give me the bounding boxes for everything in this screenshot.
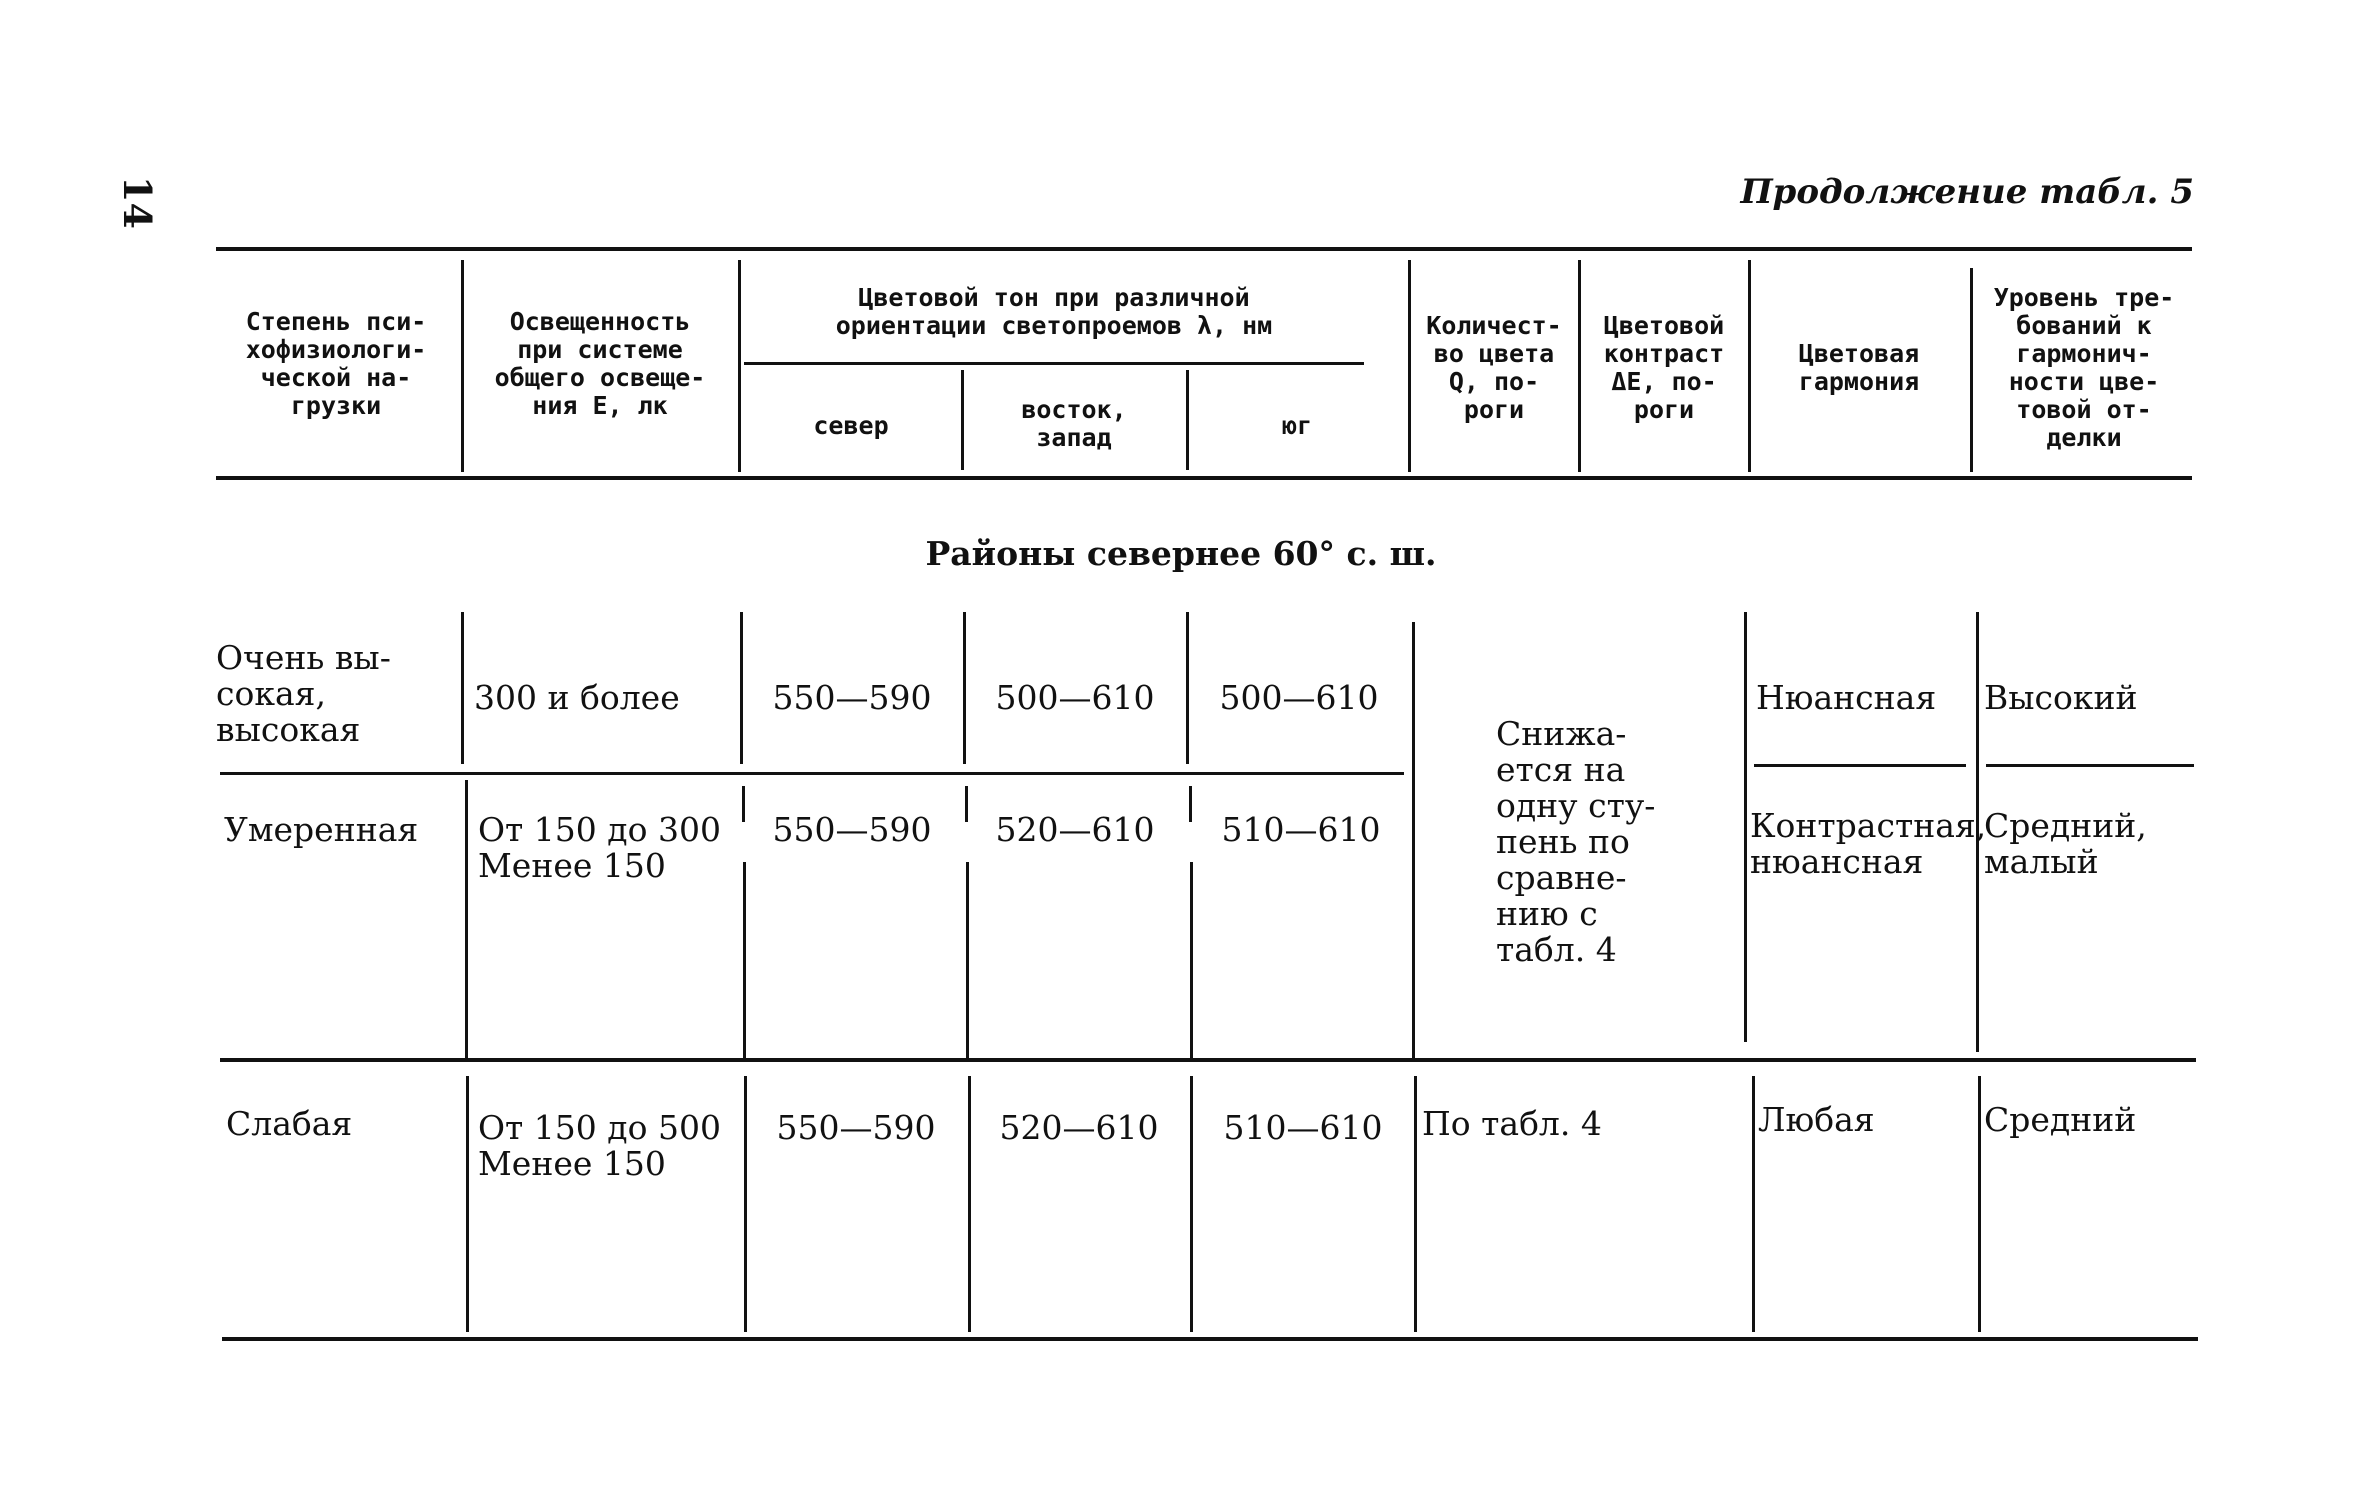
header-color-tone-group: Цветовой тон при различной ориентации светопроемов λ, нм bbox=[835, 283, 1273, 340]
header-divider-2 bbox=[738, 260, 741, 472]
row3-divider-5 bbox=[1414, 1076, 1417, 1332]
row3-level: Средний bbox=[1984, 1100, 2137, 1139]
header-illuminance: Освещенность при системе общего освеще- ния E, лк bbox=[494, 307, 706, 420]
row3-harmony: Любая bbox=[1758, 1100, 1875, 1139]
row2-north: 550—590 bbox=[772, 810, 932, 849]
row2-illuminance: От 150 до 300 Менее 150 bbox=[478, 810, 721, 885]
row1-north: 550—590 bbox=[772, 678, 932, 717]
row2-east-west: 520—610 bbox=[995, 810, 1155, 849]
body-divider-2c bbox=[743, 862, 746, 1062]
table-top-rule bbox=[216, 247, 2192, 251]
row3-divider-4 bbox=[1190, 1076, 1193, 1332]
row3-load: Слабая bbox=[226, 1104, 353, 1143]
header-south: юг bbox=[1281, 411, 1313, 440]
row3-q-de: По табл. 4 bbox=[1422, 1104, 1602, 1143]
row3-divider-7 bbox=[1978, 1076, 1981, 1332]
row1-harmony: Нюансная bbox=[1756, 678, 1937, 717]
header-divider-3 bbox=[961, 370, 964, 470]
row2-bottom-rule bbox=[220, 1058, 2196, 1062]
row2-harmony: Контрастная, нюансная bbox=[1750, 806, 1987, 881]
header-divider-5 bbox=[1408, 260, 1411, 472]
row1-level-rule bbox=[1986, 764, 2194, 767]
body-divider-1b bbox=[465, 780, 468, 1062]
header-divider-7 bbox=[1748, 260, 1751, 472]
header-east-west: восток, запад bbox=[1021, 395, 1127, 452]
row1-level: Высокий bbox=[1984, 678, 2138, 717]
row1-bottom-rule bbox=[220, 772, 1404, 775]
body-divider-3c bbox=[966, 862, 969, 1062]
row3-south: 510—610 bbox=[1223, 1108, 1383, 1147]
body-divider-4 bbox=[1186, 612, 1189, 764]
page-number: 14 bbox=[115, 176, 160, 229]
header-color-harmony: Цветовая гармония bbox=[1798, 339, 1920, 396]
merged-q-de-note: Снижа- ется на одну сту- пень по сравне- нию с табл. 4 bbox=[1496, 714, 1656, 969]
header-divider-8 bbox=[1970, 268, 1973, 472]
header-color-contrast: Цветовой контраст ΔE, по- роги bbox=[1603, 311, 1725, 424]
header-divider-4 bbox=[1186, 370, 1189, 470]
row3-north: 550—590 bbox=[776, 1108, 936, 1147]
body-divider-2 bbox=[740, 612, 743, 764]
body-divider-1 bbox=[461, 612, 464, 764]
row1-east-west: 500—610 bbox=[995, 678, 1155, 717]
header-psychophysiological-load: Степень пси- хофизиологи- ческой на- грузки bbox=[245, 307, 427, 420]
header-north: север bbox=[813, 411, 889, 440]
row1-load: Очень вы- сокая, высокая bbox=[216, 638, 391, 749]
header-divider-6 bbox=[1578, 260, 1581, 472]
row2-south: 510—610 bbox=[1221, 810, 1381, 849]
row1-illuminance: 300 и более bbox=[474, 678, 680, 717]
header-harmony-requirements: Уровень тре- бований к гармонич- ности цве- товой от- делки bbox=[1993, 283, 2175, 452]
table-caption: Продолжение табл. 5 bbox=[1740, 172, 2194, 212]
row1-harmony-rule bbox=[1754, 764, 1966, 767]
row3-east-west: 520—610 bbox=[999, 1108, 1159, 1147]
table-bottom-rule bbox=[222, 1337, 2198, 1341]
group-header-rule bbox=[744, 362, 1364, 365]
header-divider-1 bbox=[461, 260, 464, 472]
body-divider-5 bbox=[1412, 622, 1415, 1062]
row3-illuminance: От 150 до 500 Менее 150 bbox=[478, 1108, 721, 1183]
section-title: Районы севернее 60° с. ш. bbox=[925, 534, 1437, 573]
row3-divider-1 bbox=[466, 1076, 469, 1332]
row3-divider-6 bbox=[1752, 1076, 1755, 1332]
row1-south: 500—610 bbox=[1219, 678, 1379, 717]
body-divider-4c bbox=[1190, 862, 1193, 1062]
row2-level: Средний, малый bbox=[1984, 806, 2147, 881]
row3-divider-2 bbox=[744, 1076, 747, 1332]
header-color-quantity: Количест- во цвета Q, по- роги bbox=[1426, 311, 1562, 424]
row2-load: Умеренная bbox=[224, 810, 419, 849]
body-divider-6 bbox=[1744, 612, 1747, 1042]
header-bottom-rule bbox=[216, 476, 2192, 480]
